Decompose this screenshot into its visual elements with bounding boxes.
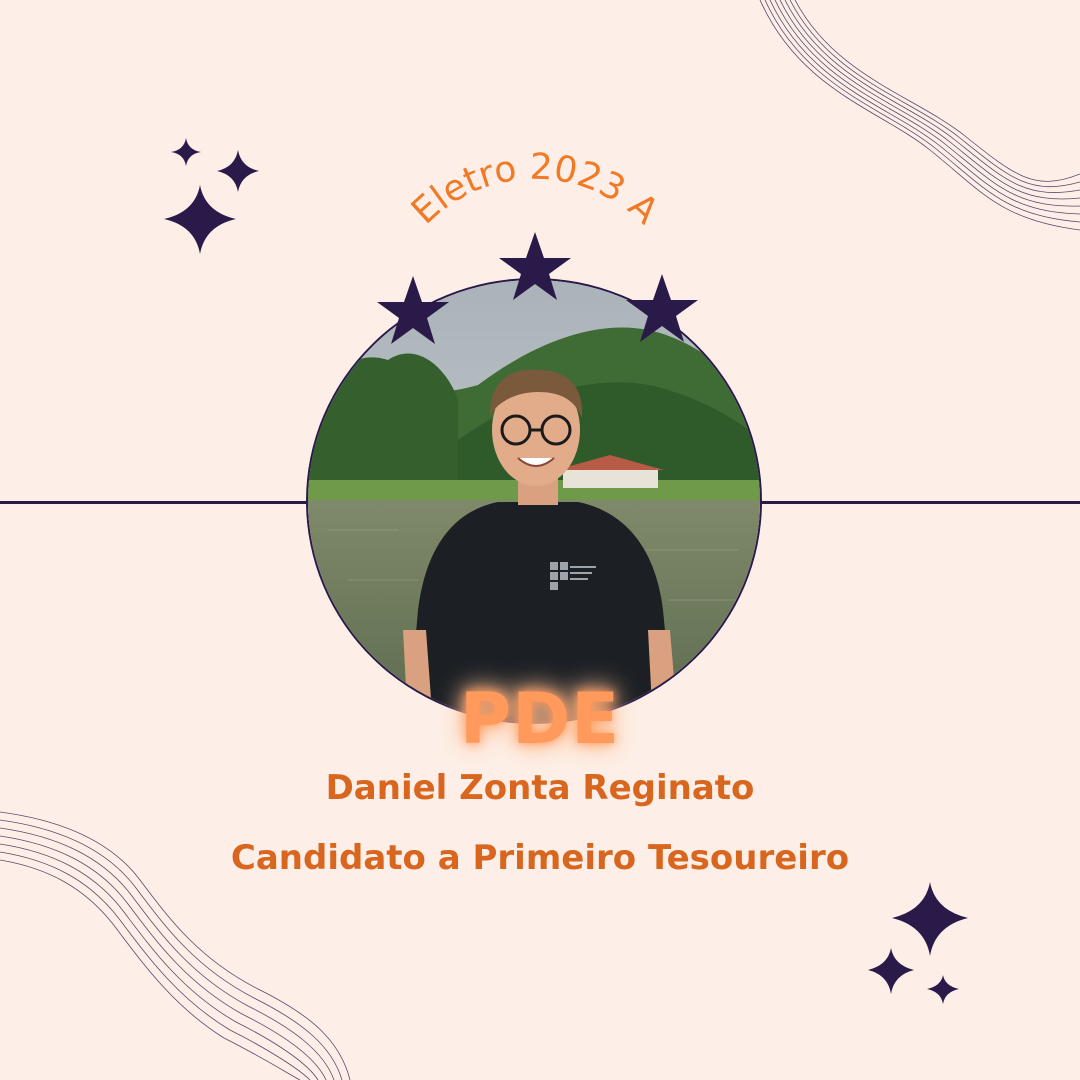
sparkle-icon bbox=[164, 185, 236, 254]
star-icon bbox=[499, 232, 571, 300]
sparkle-icon bbox=[217, 150, 259, 192]
party-badge: PDE bbox=[459, 678, 621, 760]
sparkle-icon bbox=[892, 882, 968, 956]
class-label: Eletro 2023 A bbox=[403, 146, 666, 233]
sparkle-icon bbox=[927, 975, 959, 1004]
star-icon bbox=[626, 274, 698, 342]
candidate-role: Candidato a Primeiro Tesoureiro bbox=[230, 838, 850, 878]
sparkle-icon bbox=[171, 138, 201, 166]
candidate-name: Daniel Zonta Reginato bbox=[325, 768, 755, 808]
star-icon bbox=[377, 276, 449, 344]
sparkle-icon bbox=[868, 948, 914, 994]
